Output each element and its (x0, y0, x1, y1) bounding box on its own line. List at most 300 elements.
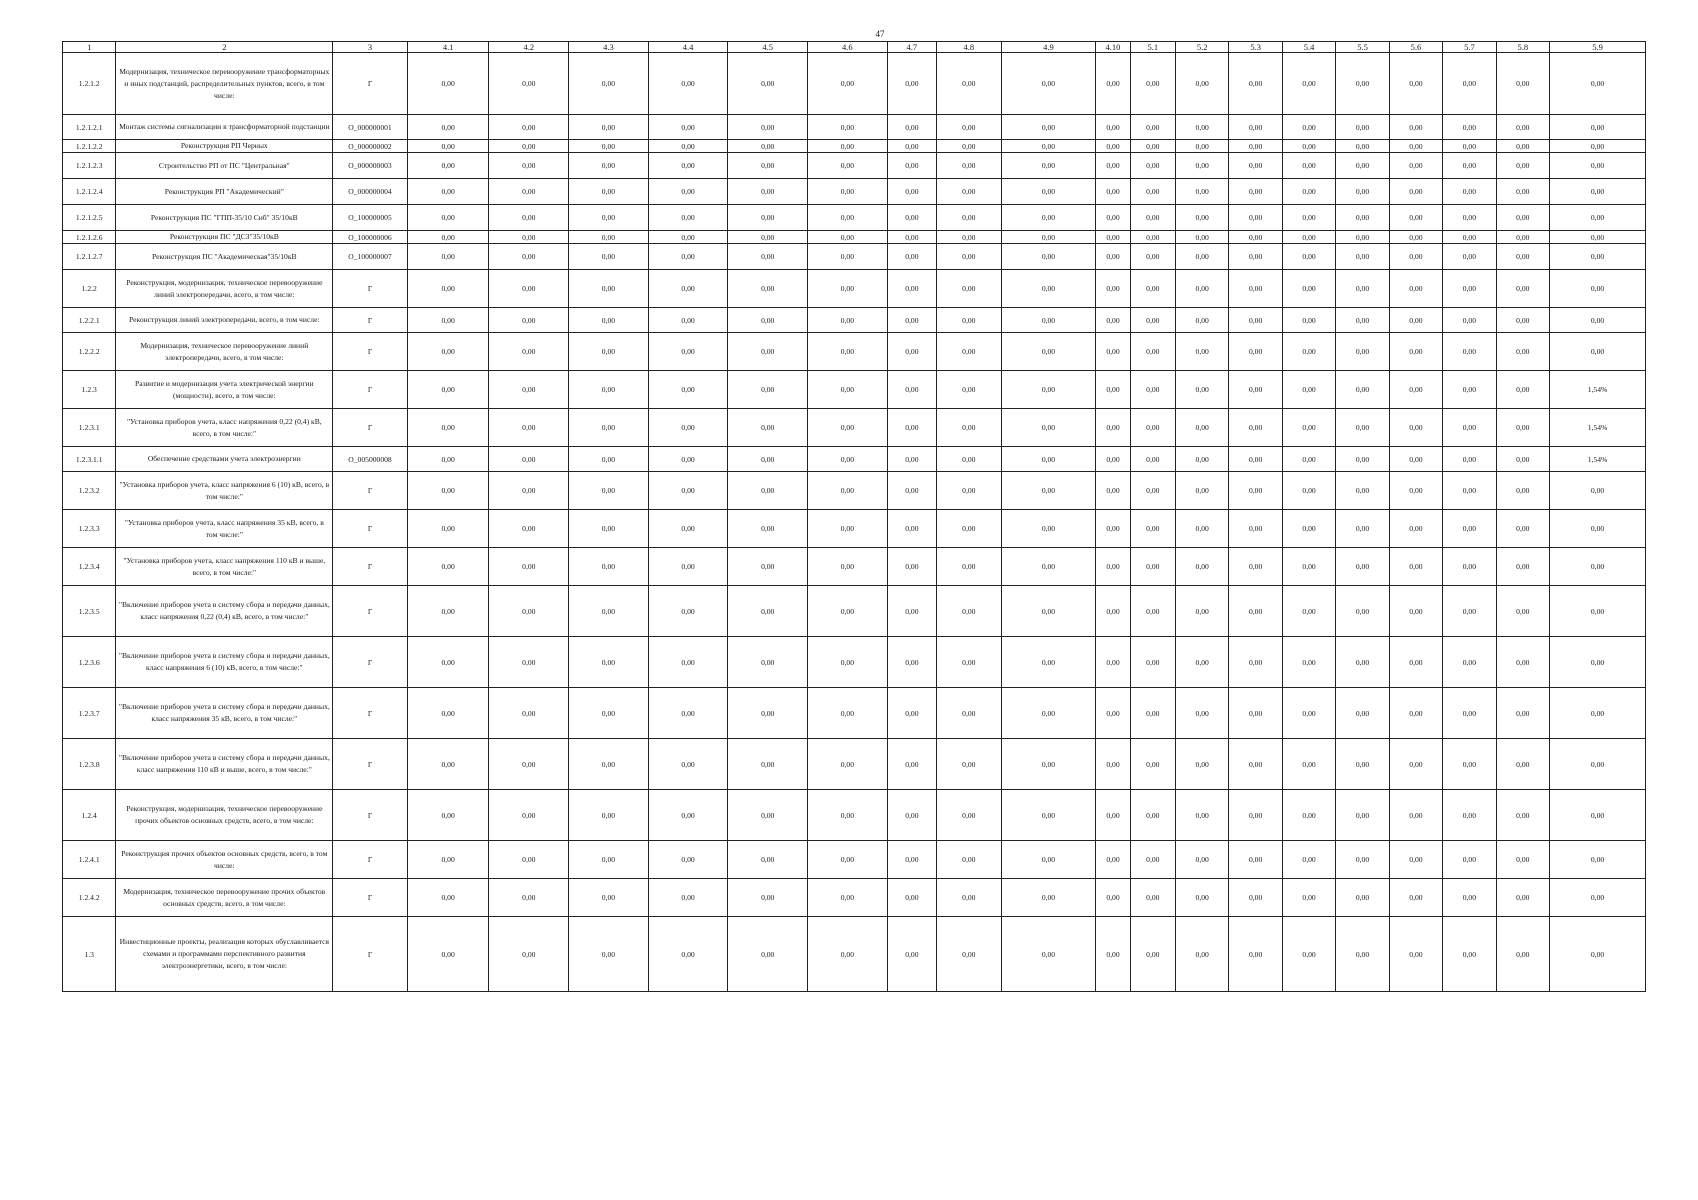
value-cell: 0,00 (569, 472, 649, 510)
row-name: Строительство РП от ПС "Центральная" (116, 153, 333, 179)
value-cell: 0,00 (728, 270, 808, 308)
value-cell: 0,00 (1496, 115, 1549, 140)
value-cell: 0,00 (1096, 231, 1130, 244)
value-cell: 0,00 (648, 140, 728, 153)
value-cell: 0,00 (1550, 308, 1646, 333)
value-cell: 0,00 (1550, 333, 1646, 371)
value-cell: 0,00 (1001, 333, 1096, 371)
row-name: Модернизация, техническое перевооружение трансформаторных и иных подстанций, распределительных пунктов, всего, в том числе: (116, 53, 333, 115)
value-cell: 0,00 (1443, 244, 1496, 270)
value-cell: 0,00 (1336, 739, 1389, 790)
column-header: 4.2 (489, 42, 569, 53)
value-cell: 0,00 (1096, 270, 1130, 308)
value-cell: 0,00 (1175, 231, 1228, 244)
value-cell: 0,00 (1389, 308, 1442, 333)
value-cell: 0,00 (808, 917, 888, 992)
value-cell: 0,00 (1336, 270, 1389, 308)
value-cell: 0,00 (937, 205, 1002, 231)
value-cell: 0,00 (1443, 115, 1496, 140)
row-name: "Установка приборов учета, класс напряжения 35 кВ, всего, в том числе:" (116, 510, 333, 548)
value-cell: 0,00 (1336, 231, 1389, 244)
value-cell: 0,00 (728, 790, 808, 841)
row-name: Монтаж системы сигнализации в трансформаторной подстанции (116, 115, 333, 140)
value-cell: 0,00 (489, 153, 569, 179)
value-cell: 0,00 (808, 205, 888, 231)
value-cell: 0,00 (407, 790, 489, 841)
value-cell: 0,00 (1282, 371, 1335, 409)
value-cell: 0,00 (1496, 917, 1549, 992)
value-cell: 0,00 (1443, 879, 1496, 917)
value-cell: 0,00 (648, 270, 728, 308)
value-cell: 0,00 (728, 688, 808, 739)
table-row (63, 548, 1646, 586)
value-cell: 0,00 (937, 510, 1002, 548)
value-cell: 0,00 (1496, 879, 1549, 917)
column-header: 5.5 (1336, 42, 1389, 53)
value-cell: 0,00 (728, 447, 808, 472)
value-cell: 0,00 (937, 244, 1002, 270)
value-cell: 0,00 (808, 790, 888, 841)
value-cell: 0,00 (1389, 739, 1442, 790)
value-cell: 0,00 (1389, 637, 1442, 688)
value-cell: 0,00 (887, 371, 936, 409)
value-cell: 0,00 (1130, 586, 1175, 637)
value-cell: 0,00 (1175, 140, 1228, 153)
value-cell: 0,00 (1389, 371, 1442, 409)
row-identifier: О_100000007 (333, 244, 408, 270)
value-cell: 0,00 (1130, 447, 1175, 472)
value-cell: 0,00 (1336, 115, 1389, 140)
value-cell: 0,00 (1175, 53, 1228, 115)
value-cell: 0,00 (1496, 371, 1549, 409)
column-header: 4.6 (808, 42, 888, 53)
value-cell: 0,00 (1096, 140, 1130, 153)
value-cell: 0,00 (1096, 688, 1130, 739)
value-cell: 0,00 (1229, 447, 1282, 472)
value-cell: 0,00 (1336, 371, 1389, 409)
value-cell: 0,00 (1443, 510, 1496, 548)
column-header: 4.4 (648, 42, 728, 53)
value-cell: 0,00 (728, 115, 808, 140)
value-cell: 0,00 (808, 879, 888, 917)
value-cell: 0,00 (1175, 447, 1228, 472)
value-cell: 0,00 (1443, 308, 1496, 333)
value-cell: 0,00 (489, 244, 569, 270)
value-cell: 0,00 (937, 308, 1002, 333)
value-cell: 0,00 (489, 409, 569, 447)
value-cell: 0,00 (1336, 53, 1389, 115)
value-cell: 0,00 (648, 308, 728, 333)
value-cell: 0,00 (648, 586, 728, 637)
value-cell: 0,00 (1130, 409, 1175, 447)
value-cell: 0,00 (648, 153, 728, 179)
value-cell: 0,00 (1130, 140, 1175, 153)
value-cell: 0,00 (648, 637, 728, 688)
value-cell: 0,00 (1175, 270, 1228, 308)
row-code: 1.2.1.2.1 (63, 115, 116, 140)
value-cell: 0,00 (1550, 270, 1646, 308)
value-cell: 0,00 (1229, 231, 1282, 244)
value-cell: 0,00 (937, 917, 1002, 992)
value-cell: 0,00 (1096, 409, 1130, 447)
value-cell: 0,00 (407, 841, 489, 879)
value-cell: 0,00 (1336, 472, 1389, 510)
value-cell: 0,00 (1550, 115, 1646, 140)
table-row (63, 371, 1646, 409)
value-cell: 0,00 (1336, 333, 1389, 371)
value-cell: 0,00 (1389, 879, 1442, 917)
row-name: Реконструкция РП "Академический" (116, 179, 333, 205)
row-name: "Включение приборов учета в систему сбора и передачи данных, класс напряжения 110 кВ и выше, всего, в том числе:" (116, 739, 333, 790)
value-cell: 0,00 (728, 153, 808, 179)
value-cell: 0,00 (407, 244, 489, 270)
value-cell: 0,00 (1229, 688, 1282, 739)
value-cell: 0,00 (489, 472, 569, 510)
column-header: 5.2 (1175, 42, 1228, 53)
value-cell: 0,00 (648, 179, 728, 205)
value-cell: 0,00 (1389, 841, 1442, 879)
value-cell: 0,00 (407, 548, 489, 586)
value-cell: 0,00 (407, 917, 489, 992)
row-code: 1.2.1.2 (63, 53, 116, 115)
row-name: "Включение приборов учета в систему сбора и передачи данных, класс напряжения 35 кВ, всего, в том числе:" (116, 688, 333, 739)
value-cell: 0,00 (1496, 688, 1549, 739)
value-cell: 0,00 (1550, 510, 1646, 548)
value-cell: 0,00 (569, 308, 649, 333)
row-name: Реконструкция ПС "ГПП-35/10 Сиб" 35/10кВ (116, 205, 333, 231)
value-cell: 0,00 (1282, 510, 1335, 548)
table-row (63, 586, 1646, 637)
value-cell: 0,00 (1001, 53, 1096, 115)
value-cell: 0,00 (648, 409, 728, 447)
value-cell: 0,00 (1443, 231, 1496, 244)
value-cell: 0,00 (569, 510, 649, 548)
value-cell: 0,00 (1229, 637, 1282, 688)
value-cell: 0,00 (1550, 637, 1646, 688)
row-code: 1.2.3.8 (63, 739, 116, 790)
value-cell: 0,00 (887, 270, 936, 308)
row-name: Модернизация, техническое перевооружение прочих объектов основных средств, всего, в том числе: (116, 879, 333, 917)
row-name: Обеспечение средствами учета электроэнергии (116, 447, 333, 472)
value-cell: 0,00 (1175, 790, 1228, 841)
value-cell: 0,00 (1001, 472, 1096, 510)
value-cell: 0,00 (1096, 472, 1130, 510)
value-cell: 0,00 (887, 115, 936, 140)
row-identifier: О_100000006 (333, 231, 408, 244)
value-cell: 0,00 (1229, 371, 1282, 409)
value-cell: 0,00 (1336, 409, 1389, 447)
value-cell: 0,00 (1336, 586, 1389, 637)
value-cell: 0,00 (808, 371, 888, 409)
table-row (63, 140, 1646, 153)
value-cell: 0,00 (1229, 244, 1282, 270)
value-cell: 0,00 (1389, 179, 1442, 205)
value-cell: 0,00 (808, 179, 888, 205)
row-identifier: Г (333, 409, 408, 447)
value-cell: 0,00 (1001, 179, 1096, 205)
column-header: 5.6 (1389, 42, 1442, 53)
value-cell: 0,00 (887, 409, 936, 447)
table-row (63, 205, 1646, 231)
column-header: 5.3 (1229, 42, 1282, 53)
value-cell: 0,00 (937, 447, 1002, 472)
value-cell: 0,00 (648, 879, 728, 917)
value-cell: 0,00 (1282, 179, 1335, 205)
value-cell: 0,00 (1550, 879, 1646, 917)
value-cell: 0,00 (1282, 447, 1335, 472)
column-header: 4.8 (937, 42, 1002, 53)
row-code: 1.2.4.2 (63, 879, 116, 917)
value-cell: 0,00 (1130, 333, 1175, 371)
value-cell: 0,00 (648, 205, 728, 231)
value-cell: 0,00 (407, 371, 489, 409)
value-cell: 0,00 (1096, 53, 1130, 115)
row-name: Инвестиционные проекты, реализация которых обуславливается схемами и программами перспективного развития электроэнергетики, всего, в том числе: (116, 917, 333, 992)
value-cell: 0,00 (1175, 917, 1228, 992)
value-cell: 0,00 (1175, 179, 1228, 205)
value-cell: 0,00 (407, 586, 489, 637)
column-header: 1 (63, 42, 116, 53)
value-cell: 0,00 (1550, 153, 1646, 179)
value-cell: 0,00 (808, 739, 888, 790)
value-cell: 0,00 (1282, 308, 1335, 333)
value-cell: 0,00 (1389, 140, 1442, 153)
value-cell: 0,00 (808, 270, 888, 308)
value-cell: 0,00 (808, 140, 888, 153)
value-cell: 0,00 (887, 231, 936, 244)
table-row (63, 53, 1646, 115)
value-cell: 0,00 (808, 333, 888, 371)
value-cell: 0,00 (887, 790, 936, 841)
value-cell: 0,00 (1130, 308, 1175, 333)
value-cell: 0,00 (1550, 586, 1646, 637)
value-cell: 0,00 (407, 472, 489, 510)
value-cell: 0,00 (489, 688, 569, 739)
value-cell: 0,00 (1001, 308, 1096, 333)
value-cell: 0,00 (1096, 917, 1130, 992)
table-row (63, 637, 1646, 688)
value-cell: 0,00 (1443, 409, 1496, 447)
value-cell: 0,00 (1229, 586, 1282, 637)
value-cell: 0,00 (1130, 371, 1175, 409)
value-cell: 0,00 (1130, 510, 1175, 548)
table-row (63, 688, 1646, 739)
value-cell: 0,00 (808, 472, 888, 510)
value-cell: 0,00 (648, 739, 728, 790)
value-cell: 0,00 (937, 586, 1002, 637)
value-cell: 0,00 (1229, 790, 1282, 841)
value-cell: 0,00 (1096, 790, 1130, 841)
value-cell: 0,00 (1229, 548, 1282, 586)
value-cell: 0,00 (1443, 548, 1496, 586)
value-cell: 0,00 (489, 510, 569, 548)
column-header: 5.9 (1550, 42, 1646, 53)
value-cell: 0,00 (569, 115, 649, 140)
row-identifier: Г (333, 371, 408, 409)
value-cell: 0,00 (1229, 510, 1282, 548)
value-cell: 0,00 (887, 308, 936, 333)
value-cell: 0,00 (1550, 739, 1646, 790)
value-cell: 0,00 (1229, 140, 1282, 153)
value-cell: 0,00 (1229, 115, 1282, 140)
value-cell: 0,00 (407, 140, 489, 153)
value-cell: 0,00 (1336, 917, 1389, 992)
value-cell: 0,00 (648, 548, 728, 586)
value-cell: 0,00 (1001, 510, 1096, 548)
row-code: 1.2.3.6 (63, 637, 116, 688)
value-cell: 0,00 (1282, 153, 1335, 179)
value-cell: 0,00 (1282, 244, 1335, 270)
value-cell: 0,00 (648, 371, 728, 409)
value-cell: 0,00 (1096, 153, 1130, 179)
value-cell: 0,00 (887, 472, 936, 510)
row-identifier: Г (333, 270, 408, 308)
value-cell: 0,00 (1550, 548, 1646, 586)
value-cell: 0,00 (1096, 179, 1130, 205)
value-cell: 0,00 (728, 53, 808, 115)
row-identifier: О_000000001 (333, 115, 408, 140)
value-cell: 0,00 (489, 140, 569, 153)
value-cell: 0,00 (407, 231, 489, 244)
row-identifier: О_005000008 (333, 447, 408, 472)
value-cell: 0,00 (1229, 472, 1282, 510)
value-cell: 0,00 (937, 739, 1002, 790)
value-cell: 0,00 (1389, 586, 1442, 637)
table-row (63, 472, 1646, 510)
value-cell: 0,00 (1130, 790, 1175, 841)
row-name: Реконструкция прочих объектов основных средств, всего, в том числе: (116, 841, 333, 879)
value-cell: 0,00 (648, 447, 728, 472)
value-cell: 0,00 (648, 53, 728, 115)
value-cell: 0,00 (1001, 688, 1096, 739)
column-header: 5.4 (1282, 42, 1335, 53)
value-cell: 0,00 (1496, 790, 1549, 841)
value-cell: 0,00 (1282, 637, 1335, 688)
value-cell: 0,00 (728, 371, 808, 409)
row-identifier: Г (333, 739, 408, 790)
value-cell: 0,00 (489, 790, 569, 841)
value-cell: 0,00 (1389, 917, 1442, 992)
value-cell: 0,00 (1443, 447, 1496, 472)
value-cell: 0,00 (648, 790, 728, 841)
value-cell: 0,00 (1001, 205, 1096, 231)
value-cell: 0,00 (1550, 688, 1646, 739)
value-cell: 0,00 (808, 447, 888, 472)
value-cell: 0,00 (1282, 739, 1335, 790)
value-cell: 0,00 (808, 308, 888, 333)
row-code: 1.2.4 (63, 790, 116, 841)
value-cell: 0,00 (1496, 205, 1549, 231)
value-cell: 0,00 (1282, 472, 1335, 510)
row-code: 1.2.3.1 (63, 409, 116, 447)
value-cell: 0,00 (1130, 231, 1175, 244)
value-cell: 0,00 (1229, 53, 1282, 115)
value-cell: 0,00 (569, 333, 649, 371)
value-cell: 0,00 (1096, 244, 1130, 270)
value-cell: 0,00 (1175, 153, 1228, 179)
value-cell: 0,00 (1496, 308, 1549, 333)
value-cell: 0,00 (887, 586, 936, 637)
value-cell: 0,00 (728, 409, 808, 447)
value-cell: 0,00 (728, 308, 808, 333)
row-code: 1.2.3.2 (63, 472, 116, 510)
value-cell: 0,00 (1175, 841, 1228, 879)
value-cell: 0,00 (1175, 586, 1228, 637)
value-cell: 0,00 (808, 637, 888, 688)
value-cell: 0,00 (1336, 140, 1389, 153)
table-row (63, 270, 1646, 308)
value-cell: 0,00 (407, 205, 489, 231)
value-cell: 0,00 (1496, 447, 1549, 472)
value-cell: 0,00 (1496, 53, 1549, 115)
value-cell: 0,00 (937, 879, 1002, 917)
value-cell: 0,00 (1496, 510, 1549, 548)
value-cell: 0,00 (1130, 53, 1175, 115)
value-cell: 0,00 (808, 409, 888, 447)
value-cell: 0,00 (1001, 841, 1096, 879)
value-cell: 0,00 (1550, 140, 1646, 153)
value-cell: 0,00 (1130, 205, 1175, 231)
value-cell: 0,00 (1096, 879, 1130, 917)
value-cell: 0,00 (489, 739, 569, 790)
value-cell: 0,00 (1175, 548, 1228, 586)
value-cell: 0,00 (1336, 153, 1389, 179)
value-cell: 0,00 (489, 115, 569, 140)
column-header: 4.5 (728, 42, 808, 53)
value-cell: 0,00 (808, 688, 888, 739)
column-header: 5.1 (1130, 42, 1175, 53)
row-code: 1.2.2 (63, 270, 116, 308)
value-cell: 0,00 (648, 841, 728, 879)
value-cell: 0,00 (489, 841, 569, 879)
value-cell: 0,00 (1096, 739, 1130, 790)
table-row (63, 879, 1646, 917)
value-cell: 0,00 (1496, 140, 1549, 153)
value-cell: 0,00 (937, 472, 1002, 510)
value-cell: 0,00 (407, 333, 489, 371)
value-cell: 0,00 (569, 688, 649, 739)
value-cell: 0,00 (569, 153, 649, 179)
value-cell: 0,00 (887, 688, 936, 739)
row-identifier: О_000000002 (333, 140, 408, 153)
value-cell: 0,00 (489, 371, 569, 409)
value-cell: 0,00 (937, 790, 1002, 841)
row-identifier: Г (333, 333, 408, 371)
value-cell: 0,00 (1282, 790, 1335, 841)
value-cell: 0,00 (1389, 270, 1442, 308)
row-name: Модернизация, техническое перевооружение линий электропередачи, всего, в том числе: (116, 333, 333, 371)
value-cell: 0,00 (808, 510, 888, 548)
row-code: 1.2.1.2.4 (63, 179, 116, 205)
data-table (62, 41, 1646, 992)
value-cell: 0,00 (887, 53, 936, 115)
value-cell: 0,00 (407, 739, 489, 790)
value-cell: 0,00 (937, 140, 1002, 153)
row-name: Развитие и модернизация учета электрической энергии (мощности), всего, в том числе: (116, 371, 333, 409)
value-cell: 0,00 (1130, 841, 1175, 879)
value-cell: 0,00 (569, 917, 649, 992)
value-cell: 0,00 (1130, 739, 1175, 790)
value-cell: 0,00 (728, 586, 808, 637)
value-cell: 0,00 (1001, 790, 1096, 841)
value-cell: 0,00 (1282, 409, 1335, 447)
value-cell: 1,54% (1550, 447, 1646, 472)
value-cell: 0,00 (1229, 409, 1282, 447)
value-cell: 0,00 (937, 115, 1002, 140)
column-header: 3 (333, 42, 408, 53)
value-cell: 0,00 (1496, 841, 1549, 879)
value-cell: 0,00 (1496, 153, 1549, 179)
